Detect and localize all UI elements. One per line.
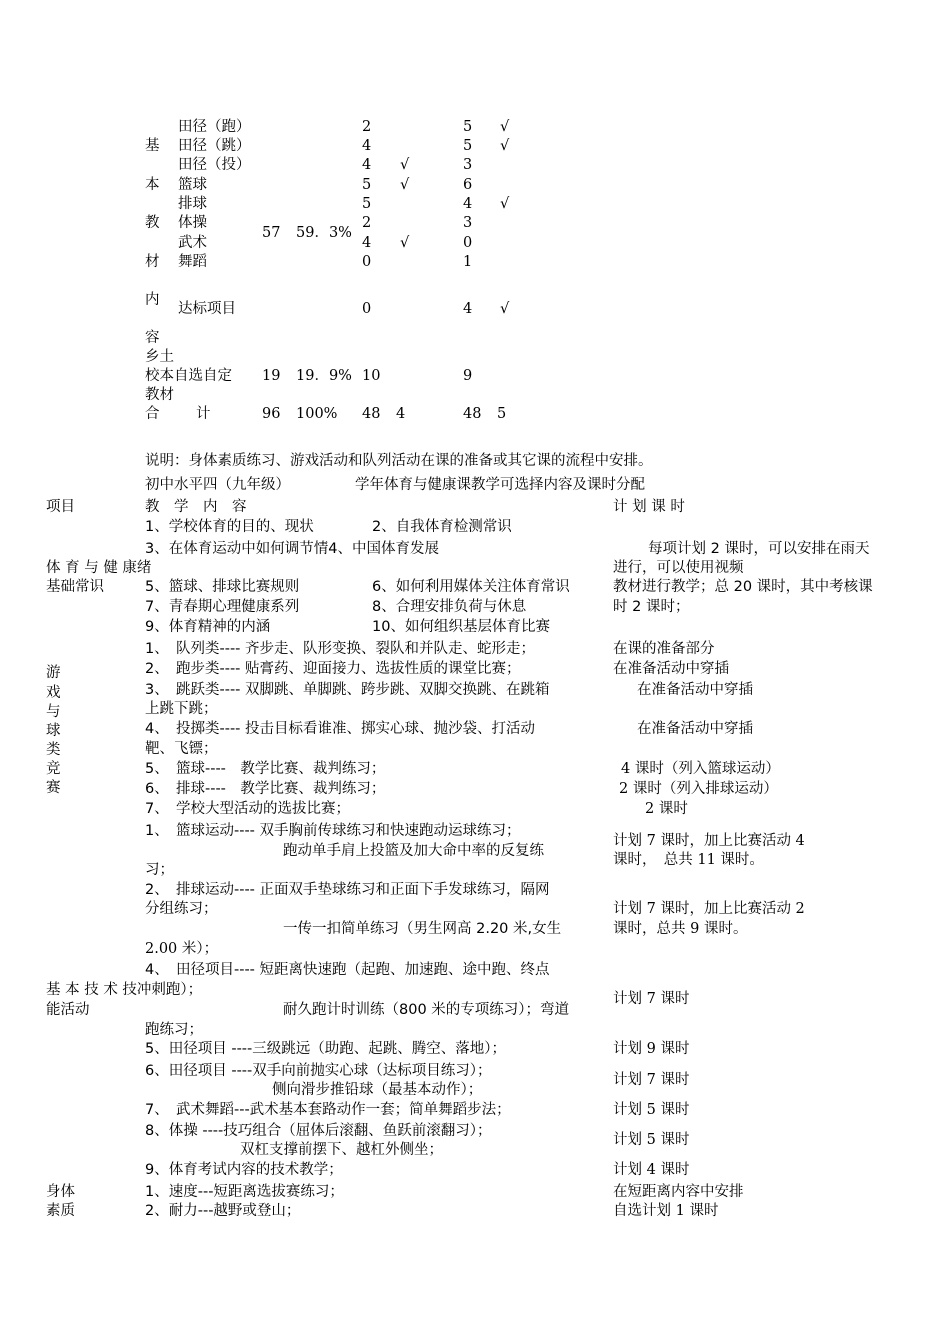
plan-text: 计划 7 课时 bbox=[613, 991, 690, 1007]
section-heading-right: 学年体育与健康课教学可选择内容及课时分配 bbox=[355, 477, 645, 493]
plan-text: 计划 7 课时，加上比赛活动 2 bbox=[613, 901, 805, 917]
content-line: 1、速度---短距离选拔赛练习； bbox=[145, 1184, 344, 1200]
base-hours: 57 bbox=[262, 225, 281, 241]
plan-text: 自选计划 1 课时 bbox=[613, 1203, 719, 1219]
plan-text: 在准备活动中穿插 bbox=[637, 721, 753, 737]
content-line: 3、 跳跃类---- 双脚跳、单脚跳、跨步跳、双脚交换跳、在跳箱 bbox=[145, 682, 550, 698]
content-line: 5、田径项目 ----三级跳远（助跑、起跳、腾空、落地）； bbox=[145, 1041, 507, 1057]
section-label-char: 球 bbox=[46, 723, 61, 739]
plan-text: 计划 4 课时 bbox=[613, 1162, 690, 1178]
category-char: 教 bbox=[145, 215, 160, 231]
content-line: 耐久跑计时训练（800 米的专项练习）；弯道 bbox=[283, 1002, 570, 1018]
value-c: 4 bbox=[463, 196, 473, 212]
value-c: 6 bbox=[463, 177, 473, 193]
header-content: 教 学 内 容 bbox=[145, 499, 247, 515]
value-a: 2 bbox=[362, 215, 372, 231]
plan-text: 每项计划 2 课时，可以安排在雨天 bbox=[648, 541, 870, 557]
check-d: √ bbox=[500, 196, 510, 212]
local-label: 校本自选自定 bbox=[145, 368, 232, 384]
plan-text: 课时，总共 9 课时。 bbox=[613, 921, 748, 937]
content-line: 1、学校体育的目的、现状 bbox=[145, 519, 314, 535]
check-d: √ bbox=[500, 301, 510, 317]
total-value-c: 48 bbox=[463, 406, 482, 422]
content-line: 7、 武术舞蹈---武术基本套路动作一套；简单舞蹈步法； bbox=[145, 1102, 511, 1118]
plan-text: 在课的准备部分 bbox=[613, 641, 715, 657]
section-label-char: 赛 bbox=[46, 780, 61, 796]
item-name: 田径（投） bbox=[178, 157, 251, 173]
plan-text: 在准备活动中穿插 bbox=[613, 661, 729, 677]
category-char: 本 bbox=[145, 177, 160, 193]
item-name: 排球 bbox=[178, 196, 207, 212]
content-line: 5、篮球、排球比赛规则 bbox=[145, 579, 300, 595]
content-line: 7、青春期心理健康系列 bbox=[145, 599, 300, 615]
total-hours: 96 bbox=[262, 406, 281, 422]
plan-text: 计划 5 课时 bbox=[613, 1102, 690, 1118]
item-name: 体操 bbox=[178, 215, 207, 231]
item-name: 达标项目 bbox=[178, 301, 236, 317]
total-value-b: 4 bbox=[396, 406, 406, 422]
content-line: 2、 跑步类---- 贴膏药、迎面接力、选拔性质的课堂比赛； bbox=[145, 661, 521, 677]
section-label-char: 与 bbox=[46, 704, 61, 720]
value-a: 4 bbox=[362, 235, 372, 251]
check-d: √ bbox=[500, 119, 510, 135]
category-char: 容 bbox=[145, 330, 160, 346]
total-percent: 100% bbox=[296, 406, 338, 422]
content-line: 上跳下跳； bbox=[145, 701, 218, 717]
check-b: √ bbox=[400, 235, 410, 251]
section-label-char: 戏 bbox=[46, 685, 61, 701]
section-label-char: 类 bbox=[46, 742, 61, 758]
plan-text: 进行，可以使用视频 bbox=[613, 560, 744, 576]
local-label: 乡土 bbox=[145, 349, 174, 365]
section-label: 体 育 与 健 康绪 bbox=[46, 560, 152, 576]
content-line: 8、体操 ----技巧组合（屈体后滚翻、鱼跃前滚翻习）； bbox=[145, 1123, 492, 1139]
value-c: 5 bbox=[463, 119, 473, 135]
value-c: 5 bbox=[463, 138, 473, 154]
plan-text: 计划 7 课时 bbox=[613, 1072, 690, 1088]
total-label: 计 bbox=[196, 406, 211, 422]
item-name: 篮球 bbox=[178, 177, 207, 193]
section-label: 素质 bbox=[46, 1203, 75, 1219]
content-line: 2.00 米）； bbox=[145, 941, 219, 957]
section-label-char: 竞 bbox=[46, 761, 61, 777]
value-c: 3 bbox=[463, 215, 473, 231]
content-line: 一传一扣简单练习（男生网高 2.20 米,女生 bbox=[283, 921, 562, 937]
content-line: 1、 篮球运动---- 双手胸前传球练习和快速跑动运球练习； bbox=[145, 823, 521, 839]
content-line: 8、合理安排负荷与休息 bbox=[372, 599, 527, 615]
plan-text: 4 课时（列入篮球运动） bbox=[621, 761, 780, 777]
local-percent: 19．9% bbox=[296, 368, 352, 384]
content-line: 6、 排球---- 教学比赛、裁判练习； bbox=[145, 781, 386, 797]
plan-text: 时 2 课时； bbox=[613, 599, 690, 615]
value-a: 5 bbox=[362, 177, 372, 193]
content-line: 5、 篮球---- 教学比赛、裁判练习； bbox=[145, 761, 386, 777]
section-label: 基础常识 bbox=[46, 579, 104, 595]
content-line: 10、如何组织基层体育比赛 bbox=[372, 619, 550, 635]
category-char: 材 bbox=[145, 254, 160, 270]
section-label: 能活动 bbox=[46, 1002, 90, 1018]
content-line: 6、如何利用媒体关注体育常识 bbox=[372, 579, 570, 595]
note-text: 说明：身体素质练习、游戏活动和队列活动在课的准备或其它课的流程中安排。 bbox=[145, 453, 653, 469]
content-line: 2、耐力---越野或登山； bbox=[145, 1203, 301, 1219]
content-line: 4、 投掷类---- 投击目标看谁准、掷实心球、抛沙袋、打活动 bbox=[145, 721, 536, 737]
local-hours: 19 bbox=[262, 368, 281, 384]
section-label-char: 游 bbox=[46, 665, 61, 681]
content-line: 分组练习； bbox=[145, 901, 218, 917]
plan-text: 计划 7 课时，加上比赛活动 4 bbox=[613, 833, 805, 849]
content-line: 双杠支撑前摆下、越杠外侧坐； bbox=[240, 1142, 443, 1158]
content-line: 9、体育精神的内涵 bbox=[145, 619, 271, 635]
item-name: 武术 bbox=[178, 235, 207, 251]
plan-text: 教材进行教学；总 20 课时，其中考核课 bbox=[613, 579, 873, 595]
content-line: 跑动单手肩上投篮及加大命中率的反复练 bbox=[283, 843, 544, 859]
plan-text: 2 课时（列入排球运动） bbox=[619, 781, 778, 797]
total-value-a: 48 bbox=[362, 406, 381, 422]
value-a: 0 bbox=[362, 301, 372, 317]
header-item: 项目 bbox=[46, 499, 75, 515]
content-line: 3、在体育运动中如何调节情4、中国体育发展 bbox=[145, 541, 439, 557]
content-line: 1、 队列类---- 齐步走、队形变换、裂队和并队走、蛇形走； bbox=[145, 641, 536, 657]
item-name: 田径（跑） bbox=[178, 119, 251, 135]
total-value-d: 5 bbox=[497, 406, 507, 422]
plan-text: 课时， 总共 11 课时。 bbox=[613, 852, 764, 868]
plan-text: 在短距离内容中安排 bbox=[613, 1184, 744, 1200]
value-a: 5 bbox=[362, 196, 372, 212]
category-char: 内 bbox=[145, 292, 160, 308]
section-heading-left: 初中水平四（九年级） bbox=[145, 477, 290, 493]
plan-text: 计划 9 课时 bbox=[613, 1041, 690, 1057]
local-label: 教材 bbox=[145, 387, 174, 403]
check-b: √ bbox=[400, 177, 410, 193]
value-a: 4 bbox=[362, 138, 372, 154]
local-value-c: 9 bbox=[463, 368, 473, 384]
content-line: 6、田径项目 ----双手向前抛实心球（达标项目练习）； bbox=[145, 1063, 492, 1079]
item-name: 田径（跳） bbox=[178, 138, 251, 154]
total-label: 合 bbox=[145, 406, 160, 422]
value-c: 1 bbox=[463, 254, 473, 270]
content-line: 跑练习； bbox=[145, 1022, 203, 1038]
category-char: 基 bbox=[145, 138, 160, 154]
value-c: 3 bbox=[463, 157, 473, 173]
plan-text: 计划 5 课时 bbox=[613, 1132, 690, 1148]
content-line: 靶、飞镖； bbox=[145, 741, 218, 757]
check-b: √ bbox=[400, 157, 410, 173]
value-c: 4 bbox=[463, 301, 473, 317]
value-a: 2 bbox=[362, 119, 372, 135]
value-c: 0 bbox=[463, 235, 473, 251]
plan-text: 2 课时 bbox=[645, 801, 688, 817]
check-d: √ bbox=[500, 138, 510, 154]
local-value-a: 10 bbox=[362, 368, 381, 384]
content-line: 2、自我体育检测常识 bbox=[372, 519, 512, 535]
content-line: 4、 田径项目---- 短距离快速跑（起跑、加速跑、途中跑、终点 bbox=[145, 962, 550, 978]
content-line: 7、 学校大型活动的选拔比赛； bbox=[145, 801, 350, 817]
value-a: 4 bbox=[362, 157, 372, 173]
plan-text: 在准备活动中穿插 bbox=[637, 682, 753, 698]
section-label: 基 本 技 术 技冲刺跑）； bbox=[46, 982, 203, 998]
base-percent: 59．3% bbox=[296, 225, 352, 241]
content-line: 9、体育考试内容的技术教学； bbox=[145, 1162, 343, 1178]
item-name: 舞蹈 bbox=[178, 254, 207, 270]
content-line: 习； bbox=[145, 862, 174, 878]
header-plan: 计 划 课 时 bbox=[613, 499, 685, 515]
content-line: 侧向滑步推铅球（最基本动作）； bbox=[272, 1082, 483, 1098]
content-line: 2、 排球运动---- 正面双手垫球练习和正面下手发球练习，隔网 bbox=[145, 882, 550, 898]
value-a: 0 bbox=[362, 254, 372, 270]
section-label: 身体 bbox=[46, 1184, 75, 1200]
